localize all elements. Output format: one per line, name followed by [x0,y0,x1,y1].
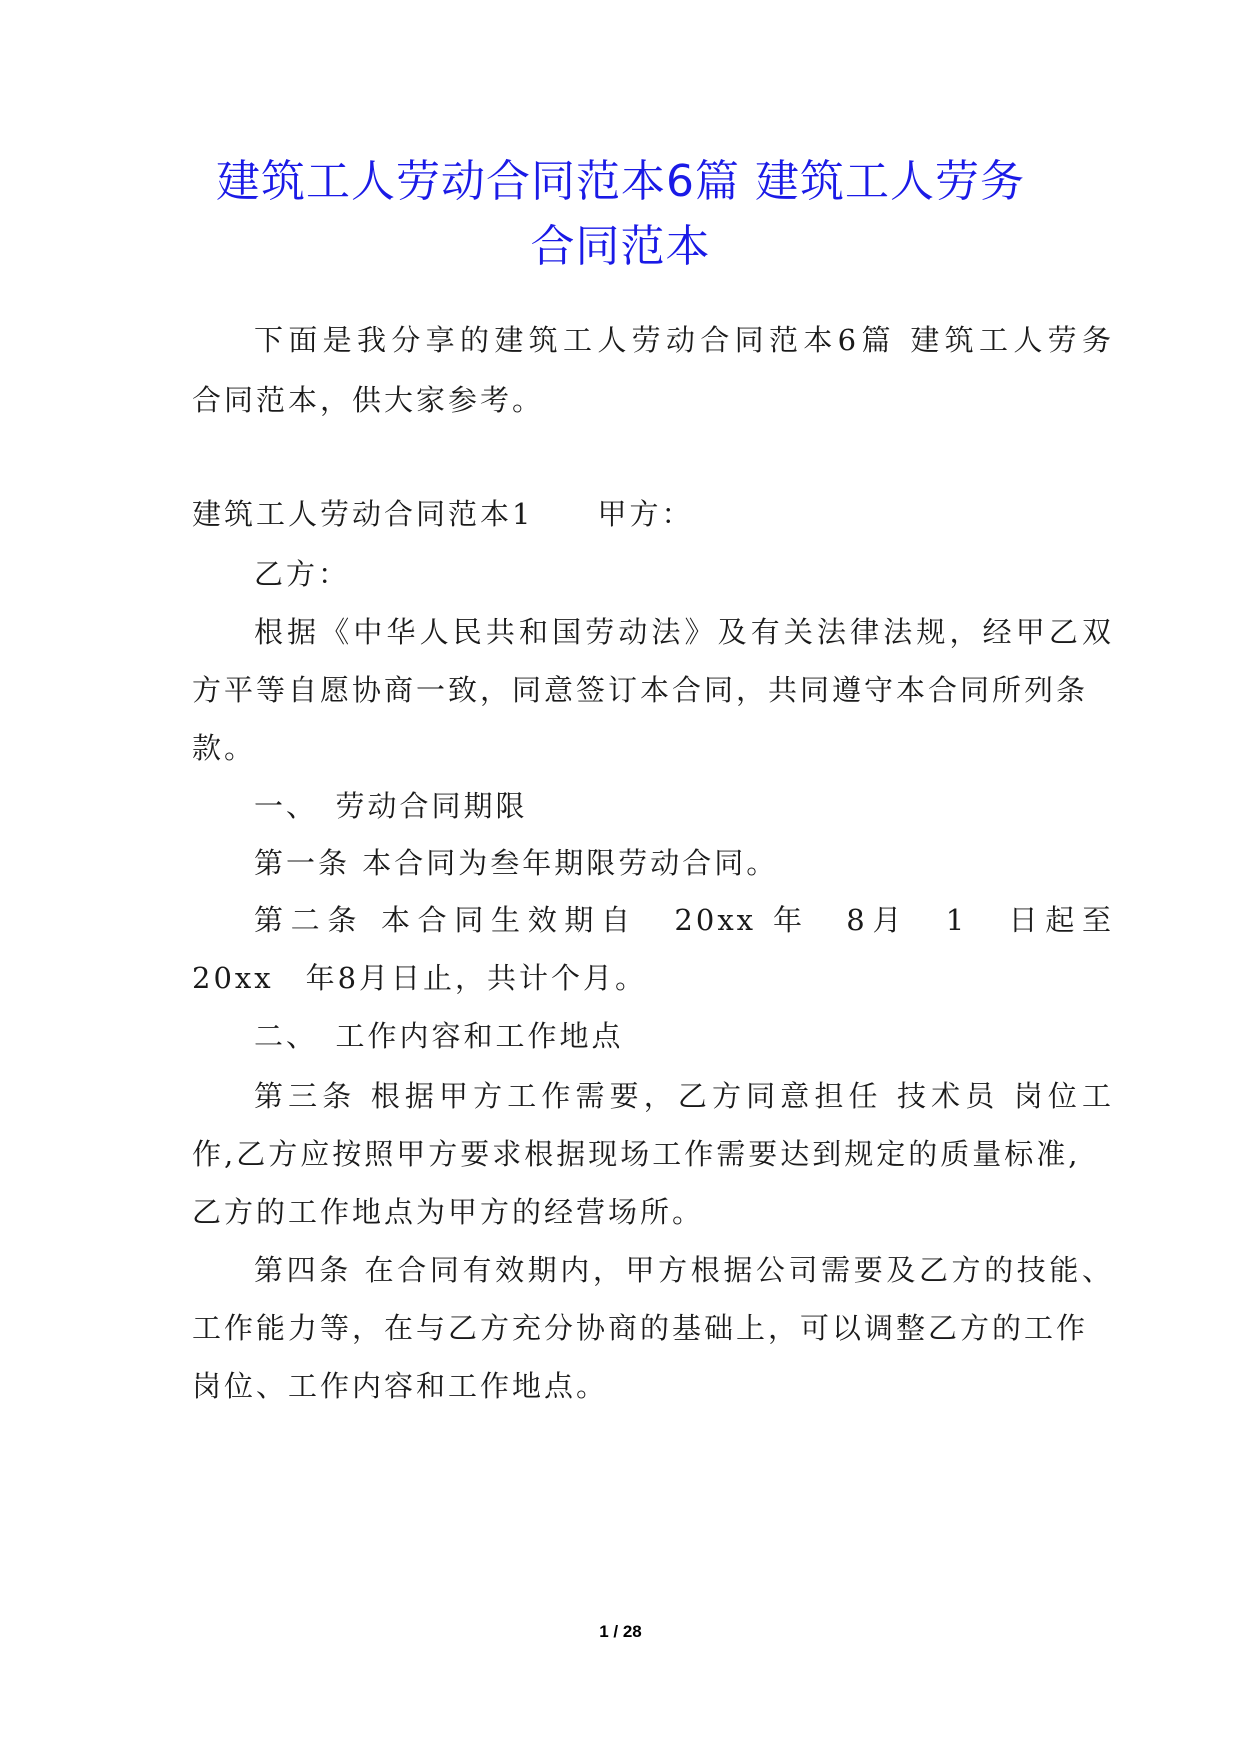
preamble-line-3: 款。 [192,731,257,765]
article-4-line-1: 第四条 在合同有效期内，甲方根据公司需要及乙方的技能、 [254,1253,1114,1287]
document-title-line-2: 合同范本 [530,221,711,272]
intro-paragraph-line-1: 下面是我分享的建筑工人劳动合同范本6篇 建筑工人劳务 [254,323,1114,357]
article-2-line-1: 第二条 本合同生效期自 20xx 年 8月 1 日起至 [254,903,1114,937]
page-indicator: 1 / 28 [599,1622,642,1641]
document-title-line-1: 建筑工人劳动合同范本6篇 建筑工人劳务 [216,156,1025,207]
article-3-line-3: 乙方的工作地点为甲方的经营场所。 [192,1195,705,1229]
contract-heading: 建筑工人劳动合同范本1 甲方： [192,497,694,531]
article-4-line-3: 岗位、工作内容和工作地点。 [192,1369,609,1403]
article-3-line-1: 第三条 根据甲方工作需要，乙方同意担任 技术员 岗位工 [254,1079,1114,1113]
article-3-line-2: 作,乙方应按照甲方要求根据现场工作需要达到规定的质量标准, [192,1137,1081,1171]
preamble-line-2: 方平等自愿协商一致，同意签订本合同，共同遵守本合同所列条 [192,673,1089,707]
article-4-line-2: 工作能力等，在与乙方充分协商的基础上，可以调整乙方的工作 [192,1311,1089,1345]
section-heading-2: 二、 工作内容和工作地点 [254,1019,624,1053]
intro-paragraph-line-2: 合同范本，供大家参考。 [192,383,545,417]
party-b-label: 乙方： [254,557,351,591]
preamble-line-1: 根据《中华人民共和国劳动法》及有关法律法规，经甲乙双 [254,615,1114,649]
section-heading-1: 一、 劳动合同期限 [254,789,528,823]
article-2-line-2: 20xx 年8月日止，共计个月。 [192,961,648,995]
article-1: 第一条 本合同为叁年期限劳动合同。 [254,846,779,880]
